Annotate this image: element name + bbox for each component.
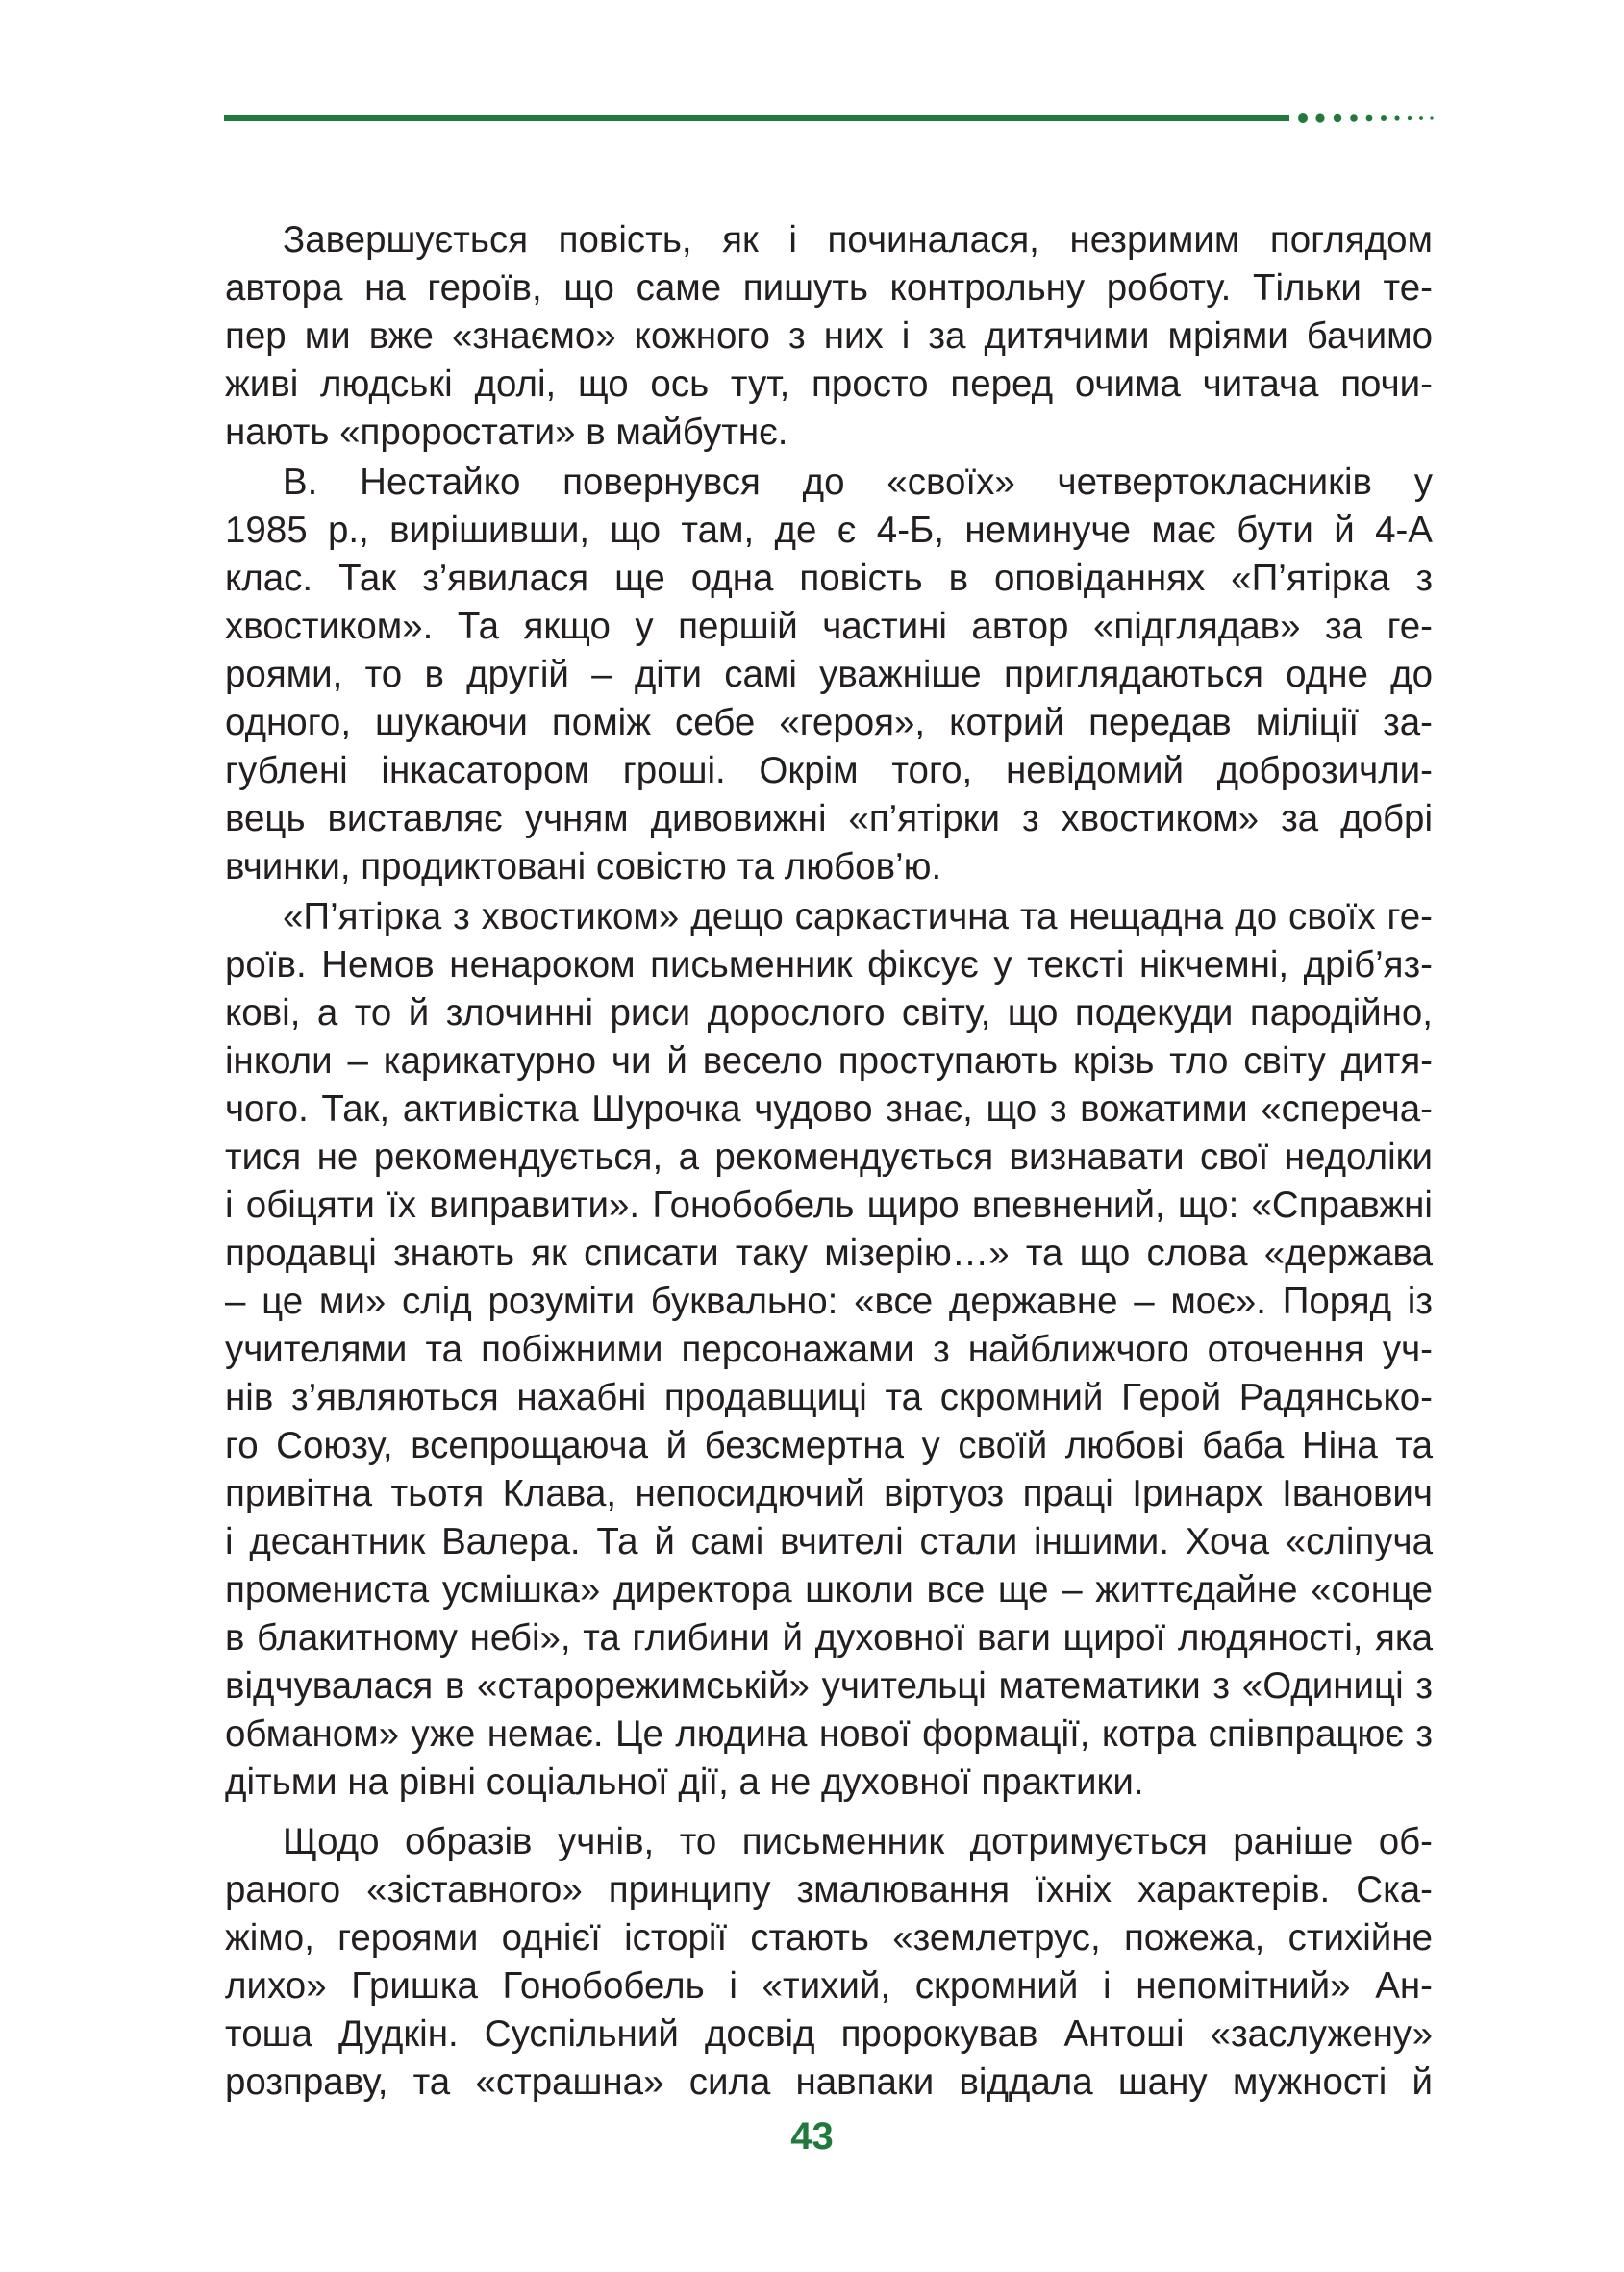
text-line: вець виставляє учням дивовижні «п’ятірки з хвостиком» за добрі — [225, 798, 1433, 839]
body-text — [225, 216, 1433, 2107]
text-line: нів з’являються нахабні продавщиці та скромний Герой Радянсько- — [225, 1377, 1433, 1418]
text-line: Завершується повість, як і починалася, незримим поглядом — [283, 219, 1433, 261]
text-line: живі людські долі, що ось тут, просто перед очима читача почи- — [225, 363, 1433, 405]
text-line: Щодо образів учнів, то письменник дотримується раніше об- — [283, 1821, 1433, 1862]
text-line: привітна тьотя Клава, непосидючий віртуоз праці Іринарх Іванович — [225, 1473, 1433, 1514]
text-line: промениста усмішка» директора школи все ще – життєдайне «сонце — [225, 1569, 1433, 1610]
text-line: продавці знають як списати таку мізерію…» та що слова «держава — [225, 1233, 1433, 1274]
text-line: одного, шукаючи поміж себе «героя», котрий передав міліції за- — [225, 702, 1433, 743]
text-line: «П’ятірка з хвостиком» дещо саркастична та нещадна до своїх ге- — [283, 896, 1433, 937]
text-line: обманом» уже немає. Це людина нової формації, котра співпрацює з — [225, 1713, 1433, 1755]
text-line: жімо, героями однієї історії стають «землетрус, пожежа, стихійне — [225, 1917, 1433, 1959]
paragraph — [225, 1818, 1433, 2107]
paragraph — [225, 893, 1433, 1807]
text-line: го Союзу, всепрощаюча й безсмертна у своїй любові баба Ніна та — [225, 1425, 1433, 1466]
text-line: дітьми на рівні соціальної дії, а не духовної практики. — [225, 1761, 1144, 1803]
text-line: раного «зіставного» принципу змалювання їхніх характерів. Ска- — [225, 1869, 1433, 1910]
text-line: 1985 р., вирішивши, що там, де є 4-Б, неминуче має бути й 4-А — [225, 510, 1433, 551]
text-line: роїв. Немов ненароком письменник фіксує у тексті нікчемні, дріб’яз- — [225, 944, 1433, 986]
text-line: тися не рекомендується, а рекомендується визнавати свої недоліки — [225, 1136, 1433, 1178]
paragraph — [225, 216, 1433, 457]
text-line: чого. Так, активістка Шурочка чудово знає, що з вожатими «сперечa- — [225, 1088, 1433, 1130]
text-line: розправу, та «страшна» сила навпаки віддала шану мужності й — [225, 2061, 1433, 2103]
text-line: вчинки, продиктовані совістю та любов’ю. — [225, 846, 942, 887]
header-rule — [224, 115, 1289, 121]
paragraph — [225, 459, 1433, 891]
text-line: лихо» Гришка Гонобобель і «тихий, скромний і непомітний» Ан- — [225, 1965, 1433, 2007]
text-line: роями, то в другій – діти самі уважніше приглядаються одне до — [225, 654, 1433, 695]
text-line: В. Нестайко повернувся до «своїх» четвертокласників у — [283, 462, 1433, 503]
text-line: в блакитному небі», та глибини й духовної ваги щирої людяності, яка — [225, 1617, 1433, 1659]
text-line: автора на героїв, що саме пишуть контрольну роботу. Тільки те- — [225, 267, 1433, 309]
text-line: і десантник Валера. Та й самі вчителі стали іншими. Хоча «сліпуча — [225, 1521, 1433, 1562]
text-line: інколи – карикатурно чи й весело проступають крізь тло світу дитя- — [225, 1040, 1433, 1082]
text-line: клас. Так з’явилася ще одна повість в оповіданнях «П’ятірка з — [225, 558, 1433, 599]
text-line: і обіцяти їх виправити». Гонобобель щиро впевнений, що: «Справжні — [225, 1185, 1433, 1226]
text-line: хвостиком». Та якщо у першій частині автор «підглядав» за ге- — [225, 606, 1433, 647]
text-line: відчувалася в «старорежимській» учительці математики з «Одиниці з — [225, 1665, 1433, 1707]
text-line: гублені інкасатором гроші. Окрім того, невідомий доброзичли- — [225, 750, 1433, 791]
text-line: кові, а то й злочинні риси дорослого світу, що подекуди пародійно, — [225, 992, 1433, 1034]
text-line: пер ми вже «знаємо» кожного з них і за дитячими мріями бачимо — [225, 315, 1433, 357]
text-line: тоша Дудкін. Суспільний досвід пророкував Антоші «заслужену» — [225, 2013, 1433, 2055]
page-number: 43 — [790, 2115, 834, 2158]
text-line: – це ми» слід розуміти буквально: «все державне – моє». Поряд із — [225, 1281, 1433, 1322]
header-dots-ornament — [1289, 110, 1443, 127]
text-line: учителями та побіжними персонажами з найближчого оточення уч- — [225, 1329, 1433, 1370]
text-line: нають «проростати» в майбутнє. — [225, 412, 788, 453]
